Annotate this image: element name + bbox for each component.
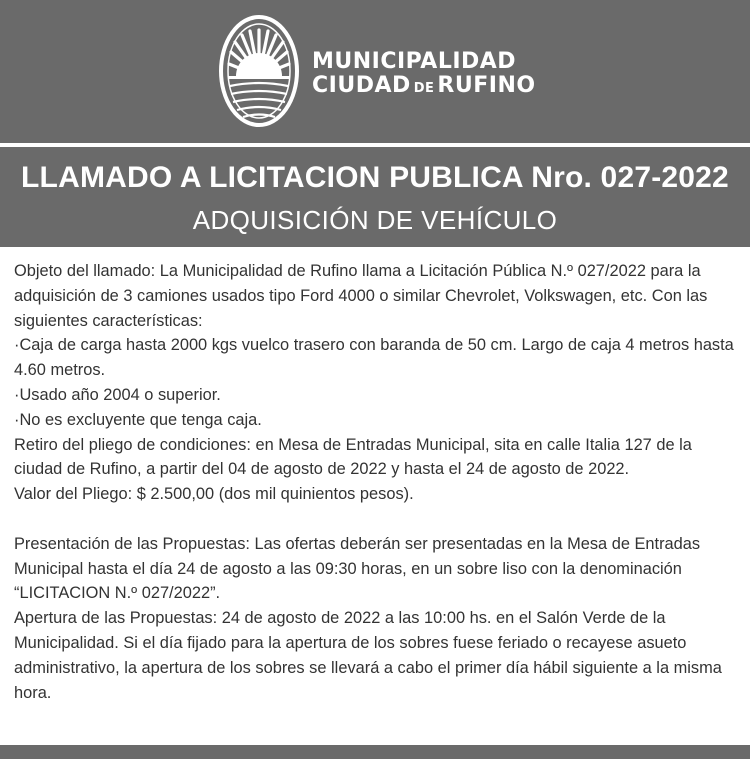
paragraph-caja: ·Caja de carga hasta 2000 kgs vuelco trasero con baranda de 50 cm. Largo de caja 4 metros hasta 4.60 metros. [14, 336, 734, 380]
municipality-wordmark [312, 50, 536, 101]
footer-bar [0, 745, 750, 759]
wordmark-line2 [312, 74, 536, 101]
wordmark-de: DE [413, 81, 435, 96]
notice-text [14, 259, 736, 705]
notice-body [0, 247, 750, 745]
paragraph-usado: ·Usado año 2004 o superior. [14, 385, 221, 404]
header [0, 0, 750, 143]
paragraph-retiro: Retiro del pliego de condiciones: en Mesa de Entradas Municipal, sita en calle Italia 127 de la ciudad de Rufino, a partir del 04 de agosto de 2022 y hasta el 24 de agosto de 2022. [14, 435, 692, 479]
paragraph-presentacion: Presentación de las Propuestas: Las ofertas deberán ser presentadas en la Mesa de Entradas Municipal hasta el día 24 de agosto a las 09:30 horas, en un sobre liso con la denominación “LICITACION N.º 027/2022”. [14, 534, 701, 603]
wordmark-line1: MUNICIPALIDAD [312, 49, 517, 74]
paragraph-valor: Valor del Pliego: $ 2.500,00 (dos mil quinientos pesos). [14, 485, 414, 504]
paragraph-spacer [14, 507, 736, 532]
page-title: LLAMADO A LICITACION PUBLICA Nro. 027-2022 [21, 161, 729, 194]
title-bar [0, 147, 750, 245]
wordmark-rufino: RUFINO [437, 73, 536, 98]
wordmark-ciudad: CIUDAD [312, 73, 411, 98]
paragraph-excluyente: ·No es excluyente que tenga caja. [14, 410, 262, 429]
paragraph-apertura: Apertura de las Propuestas: 24 de agosto de 2022 a las 10:00 hs. en el Salón Verde de la Municipalidad. Si el día fijado para la apertura de los sobres fuese feriado o recayese asueto administrativo, la apertura de los sobres se llevará a cabo el primer día hábil siguiente a la misma hora. [14, 609, 722, 702]
page-subtitle: ADQUISICIÓN DE VEHÍCULO [192, 205, 558, 235]
municipal-emblem-icon [218, 14, 300, 128]
paragraph-objeto: Objeto del llamado: La Municipalidad de Rufino llama a Licitación Pública N.º 027/2022 para la adquisición de 3 camiones usados tipo Ford 4000 o similar Chevrolet, Volkswagen, etc. Con las siguientes características: [14, 262, 708, 330]
